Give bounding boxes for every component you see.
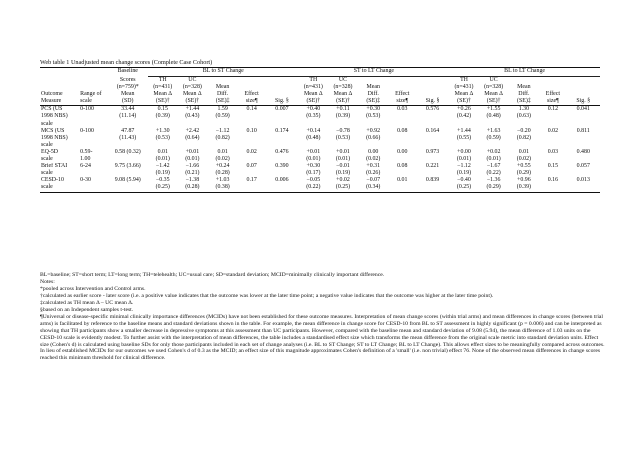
st-lt-sig: 0.164	[425, 127, 440, 134]
outcome-measure: EQ-5D scale	[41, 148, 59, 163]
bl-st-sig: 0.174	[275, 127, 289, 134]
table-row	[40, 163, 600, 177]
bl-st-diff: +0.24 (0.28)	[215, 163, 230, 177]
bl-lt-effect: 0.16	[547, 177, 559, 184]
bl-st-sig: 0.007	[275, 106, 289, 113]
header-uc: UC (n=328) Mean Δ (SE)†	[484, 77, 504, 105]
bl-st-th: −1.42 (0.19)	[155, 163, 170, 177]
header-uc: UC (n=328) Mean Δ (SE)†	[182, 77, 202, 105]
header-diff: Mean Diff. (SE)‡	[366, 84, 381, 105]
bl-lt-uc: −1.36 (0.29)	[486, 177, 501, 191]
st-lt-diff: +0.31 (0.26)	[366, 163, 381, 177]
outcome-measure: CESD-10 scale	[41, 177, 64, 191]
bl-st-effect: 0.02	[246, 148, 257, 155]
header-range: Range of scale	[80, 90, 102, 104]
table-row	[40, 106, 600, 128]
range-of-scale: 0.59- 1.00	[80, 148, 93, 163]
outcome-measure: Brief STAI scale	[41, 163, 68, 177]
header-sig: Sig. §	[425, 98, 440, 105]
st-lt-effect: 0.00	[397, 148, 408, 155]
bl-lt-diff: 0.01 (0.02)	[516, 148, 531, 163]
st-lt-uc: +0.02 (0.25)	[335, 177, 351, 191]
bl-st-effect: 0.10	[246, 127, 257, 134]
outcome-measure: PCS (US 1998 NBS) scale	[41, 106, 68, 127]
bl-lt-th: +1.44 (0.55)	[456, 127, 472, 141]
st-lt-effect: 0.01	[397, 177, 408, 184]
bl-st-diff: 0.01 (0.02)	[215, 148, 230, 163]
bl-st-diff: 1.59 (0.59)	[215, 106, 230, 120]
bl-lt-sig: 0.057	[576, 163, 590, 170]
table-row	[40, 149, 600, 163]
bl-lt-th: −0.40 (0.25)	[456, 177, 472, 191]
range-of-scale: 0-100	[80, 106, 94, 113]
header-th: TH (n=431) Mean Δ (SE)†	[153, 77, 173, 105]
bl-st-th: −0.35 (0.25)	[155, 177, 170, 191]
st-lt-sig: 0.576	[425, 106, 440, 113]
table-notes	[40, 272, 606, 362]
bl-st-diff: +1.03 (0.38)	[215, 177, 230, 191]
bl-st-sig: 0.476	[275, 148, 289, 155]
outcome-measure: MCS (US 1998 NBS) scale	[41, 127, 68, 148]
header-diff: Mean Diff. (SE)‡	[516, 84, 531, 105]
bl-st-uc: −1.66 (0.21)	[185, 163, 200, 177]
st-lt-effect: 0.03	[397, 106, 408, 113]
results-table	[40, 67, 600, 193]
st-lt-th: +0.14 (0.48)	[306, 127, 321, 141]
bl-st-uc: +0.01 (0.01)	[185, 148, 200, 163]
st-lt-th: +0.01 (0.01)	[306, 148, 321, 163]
st-lt-th: −0.05 (0.22)	[306, 177, 321, 191]
st-lt-uc: −0.78 (0.53)	[335, 127, 351, 141]
bl-lt-uc: +1.63 (0.59)	[486, 127, 501, 141]
st-lt-uc: +0.01 (0.01)	[335, 148, 351, 163]
bl-lt-diff: 1.30 (0.63)	[516, 106, 531, 120]
note-mcid: ¶Universal or disease-specific minimal clinically importance differences (MCIDs) have not been established for these outcome measures. Interpretation of mean change scores (within trial arms) and mean differences in change scores (between trial arms) is facilitated by reference to the baseline means and standard deviations shown in the table. For example, the mean difference in change score for CESD-10 from BL to ST assessment in highly significant (p = 0.006) and can be interpreted as showing that TH participants show a smaller decrease in depressive symptoms at this assessment than UC participants. However, compared with the baseline mean and standard deviation of 9.08 (5.94), the mean difference of 1.03 units on the CESD-10 scale is evidently modest. To further assist with the interpretation of mean differences, the table includes a standardised effect size which transforms the mean difference from the original scale metric into standard deviation units. Effect size (Cohen's d) is calculated using baseline SDs for only those participants included in each set of change analyses (i.e. BL to ST Change; ST to LT Change; BL to LT Change). This allows effect sizes to be meaningfully compared across outcomes. In lieu of established MCIDs for our outcomes we used Cohen's d of 0.3 as the MCID; an effect size of this magnitude approximates Cohen's definition of a 'small' (i.e. non trivial) effect 76. None of the observed mean differences in change scores reached this minimum threshold for clinical difference.	[40, 313, 605, 362]
header-th: TH (n=431) Mean Δ (SE)†	[303, 77, 323, 105]
header-sig: Sig. §	[576, 98, 591, 105]
bl-lt-effect: 0.02	[547, 127, 559, 134]
bl-st-effect: 0.17	[246, 177, 257, 184]
bl-lt-sig: 0.811	[576, 127, 590, 134]
bl-lt-diff: −0.20 (0.82)	[516, 127, 531, 141]
bl-lt-effect: 0.15	[547, 163, 559, 170]
baseline-value: 0.58 (0.32)	[114, 148, 141, 155]
note-heading: Notes:	[40, 278, 55, 285]
st-lt-diff: +0.92 (0.66)	[366, 127, 381, 141]
st-lt-diff: −0.07 (0.34)	[366, 177, 381, 191]
table-row	[40, 128, 600, 149]
group-bl-st: BL to ST Change	[148, 68, 299, 77]
st-lt-sig: 0.221	[425, 163, 440, 170]
note-calculated-change: †calculated as earlier score - later score (i.e. a positive value indicates that the outcome was lower at the later time point; a negative value indicates that the outcome was higher at the later time point).	[40, 292, 494, 299]
st-lt-sig: 0.973	[425, 148, 440, 155]
bl-lt-th: −1.12 (0.19)	[456, 163, 472, 177]
st-lt-effect: 0.08	[397, 163, 408, 170]
baseline-value: 47.87 (11.43)	[119, 127, 137, 141]
st-lt-diff: +0.30 (0.53)	[366, 106, 381, 120]
baseline-header-top: Baseline	[108, 68, 148, 77]
header-outcome: Outcome Measure	[41, 90, 63, 104]
st-lt-sig: 0.839	[425, 177, 440, 184]
header-th: TH (n=431) Mean Δ (SE)†	[454, 77, 474, 105]
range-of-scale: 6-24	[80, 163, 91, 170]
note-calculated-diff: ‡calculated as TH mean Δ – UC mean Δ.	[40, 299, 134, 306]
header-effect: Effect size¶	[395, 91, 410, 105]
st-lt-effect: 0.08	[397, 127, 408, 134]
note-t-test: §based on an Independent samples t-test.	[40, 306, 134, 313]
header-effect: Effect size¶	[545, 91, 561, 105]
bl-st-th: 0.01 (0.01)	[155, 148, 170, 163]
table-caption: Web table 1 Unadjusted mean change scores (Complete Case Cohort)	[40, 59, 213, 66]
bl-lt-th: +0.26 (0.42)	[456, 106, 472, 120]
header-baseline: Scores (n=759)* Mean (SD)	[116, 76, 139, 104]
bl-st-th: 0.15 (0.39)	[155, 106, 170, 120]
bl-st-effect: 0.07	[246, 163, 257, 170]
bl-st-th: +1.30 (0.53)	[155, 127, 170, 141]
header-diff: Mean Diff. (SE)‡	[215, 84, 230, 105]
range-of-scale: 0-100	[80, 127, 94, 134]
bl-lt-effect: 0.12	[547, 106, 559, 113]
st-lt-th: +0.30 (0.17)	[306, 163, 321, 177]
bl-lt-diff: +0.96 (0.39)	[516, 177, 531, 191]
st-lt-uc: +0.11 (0.39)	[335, 106, 351, 120]
note-abbreviations: BL=baseline; ST=short term; LT=long term; TH=telehealth; UC=usual care; SD=standard deviation; MCID=minimally clinically important difference.	[40, 272, 385, 278]
header-uc: UC (n=328) Mean Δ (SE)†	[333, 77, 353, 105]
bl-lt-uc: +0.02 (0.01)	[486, 148, 501, 163]
st-lt-uc: −0.01 (0.19)	[335, 163, 351, 177]
bl-lt-sig: 0.480	[576, 148, 590, 155]
header-effect: Effect size¶	[244, 91, 259, 105]
bl-st-sig: 0.390	[275, 163, 289, 170]
group-header-row	[40, 68, 600, 77]
baseline-value: 9.75 (3.66)	[114, 163, 141, 170]
bl-lt-th: +0.00 (0.01)	[456, 148, 472, 163]
group-st-lt: ST to LT Change	[299, 68, 450, 77]
bl-st-uc: +2.42 (0.64)	[185, 127, 200, 141]
bl-st-uc: +1.44 (0.43)	[185, 106, 200, 120]
bl-lt-diff: +0.55 (0.29)	[516, 163, 531, 177]
baseline-value: 9.08 (5.94)	[114, 177, 141, 184]
st-lt-diff: 0.00 (0.02)	[366, 148, 381, 163]
table-row	[40, 177, 600, 192]
header-sig: Sig. §	[275, 98, 289, 105]
group-bl-lt: BL to LT Change	[449, 68, 600, 77]
bl-st-effect: 0.14	[246, 106, 257, 113]
bl-lt-uc: +1.55 (0.48)	[486, 106, 501, 120]
bl-lt-effect: 0.03	[547, 148, 559, 155]
baseline-value: 33.44 (11.14)	[119, 106, 137, 120]
bl-lt-uc: −1.67 (0.22)	[486, 163, 501, 177]
bl-st-diff: −1.12 (0.82)	[215, 127, 230, 141]
bl-st-uc: −1.38 (0.28)	[185, 177, 200, 191]
bl-st-sig: 0.006	[275, 177, 289, 184]
column-header-row	[40, 77, 600, 106]
st-lt-th: +0.40 (0.35)	[306, 106, 321, 120]
range-of-scale: 0-30	[80, 177, 91, 184]
bl-lt-sig: 0.041	[576, 106, 590, 113]
note-pooled: *pooled across Intervention and Control arms.	[40, 285, 146, 292]
bl-lt-sig: 0.013	[576, 177, 590, 184]
